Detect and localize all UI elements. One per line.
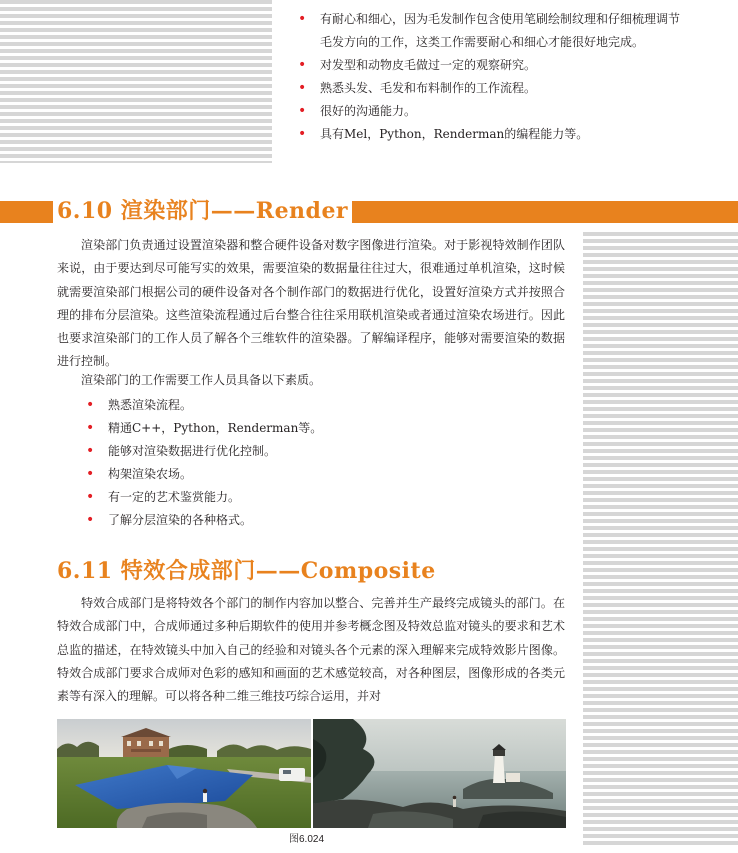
section-title-en: ——Composite: [255, 558, 436, 584]
field-with-blue-tarp-photo: [57, 719, 311, 828]
list-item: • 具有Mel，Python，Renderman的编程能力等。: [298, 123, 688, 146]
section-title-cn: 特效合成部门: [120, 558, 256, 584]
paragraph-text: 渲染部门负责通过设置渲染器和整合硬件设备对数字图像进行渲染。对于影视特效制作团队来说，由于要达到尽可能写实的效果，需要渲染的数据量往往过大，很难通过单机渲染，这时候就需要渲染部门根据公司的硬件设备对各个制作部门的数据进行优化，设置好渲染方式并按照合理的排布分层渲染。这些渲染流程通过后台整合往往采用联机渲染或者通过渲染农场进行。因此也要求渲染部门的工作人员了解各个三维软件的渲染器。了解编译程序，能够对需要渲染的数据进行控制。: [57, 238, 565, 369]
section-title-en: ——Render: [210, 198, 349, 224]
render-bullet-list: [86, 394, 506, 532]
list-item: • 精通C++，Python，Renderman等。: [86, 417, 506, 440]
lighthouse-rocky-coast-photo: [313, 719, 566, 828]
section-number: 6.11: [57, 558, 113, 584]
list-item: • 熟悉渲染流程。: [86, 394, 506, 417]
composite-paragraph: [57, 592, 565, 708]
section-title-composite: [57, 556, 436, 586]
render-intro: 渲染部门的工作需要工作人员具备以下素质。: [81, 373, 322, 387]
decorative-stripes-top: [0, 0, 272, 163]
list-item: • 有耐心和细心，因为毛发制作包含使用笔刷绘制纹理和仔细梳理调节毛发方向的工作，这类工作需要耐心和细心才能很好地完成。: [298, 8, 688, 54]
figure-caption: 图6.024: [289, 834, 325, 845]
render-paragraph: [57, 234, 565, 374]
list-item: • 有一定的艺术鉴赏能力。: [86, 486, 506, 509]
list-item: • 很好的沟通能力。: [298, 100, 688, 123]
list-item: • 了解分层渲染的各种格式。: [86, 509, 506, 532]
list-item: • 构架渲染农场。: [86, 463, 506, 486]
header-bar-right: [352, 201, 738, 223]
list-item: • 能够对渲染数据进行优化控制。: [86, 440, 506, 463]
section-number: 6.10: [57, 198, 113, 224]
section-title-cn: 渲染部门: [120, 198, 211, 224]
list-item: • 熟悉头发、毛发和布料制作的工作流程。: [298, 77, 688, 100]
header-bar-left: [0, 201, 53, 223]
section-title-render: [57, 196, 348, 226]
list-item: • 对发型和动物皮毛做过一定的观察研究。: [298, 54, 688, 77]
decorative-stripes-right: [583, 232, 738, 847]
paragraph-text: 特效合成部门是将特效各个部门的制作内容加以整合、完善并生产最终完成镜头的部门。在特效合成部门中，合成师通过多种后期软件的使用并参考概念图及特效总监对镜头的要求和艺术总监的描述，在特效镜头中加入自己的经验和对镜头各个元素的深入理解来完成特效影片图像。特效合成部门要求合成师对色彩的感知和画面的艺术感觉较高，对各种图层，图像形成的各类元素等有深入的理解。可以将各种二维三维技巧综合运用，并对: [57, 596, 565, 704]
top-bullet-list: [298, 8, 688, 146]
